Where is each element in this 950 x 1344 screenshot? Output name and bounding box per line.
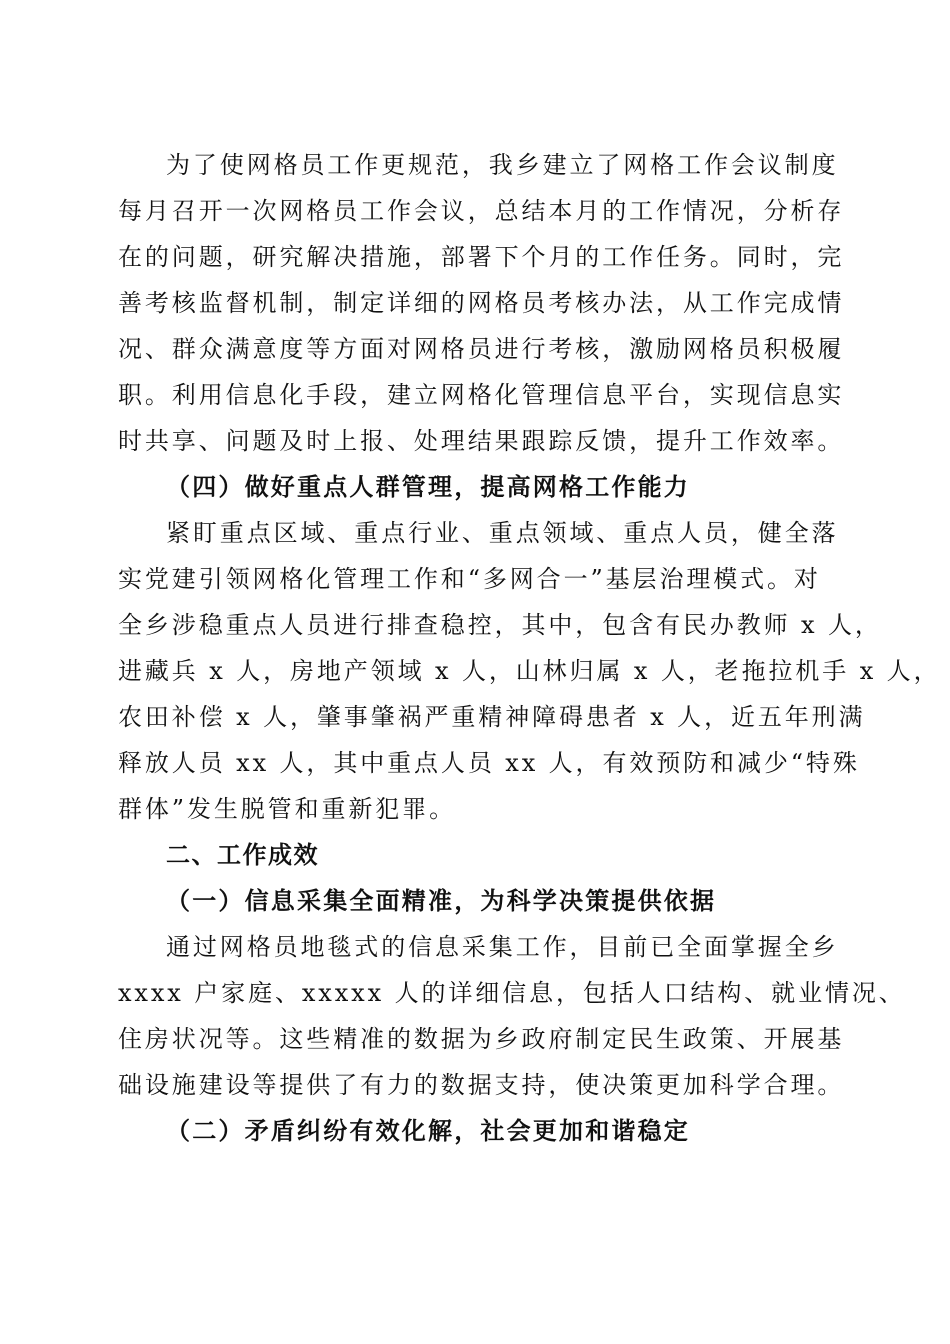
paragraph-line: 通过网格员地毯式的信息采集工作，目前已全面掌握全乡: [166, 933, 839, 961]
paragraph-line: 释放人员 xx 人，其中重点人员 xx 人，有效预防和减少“特殊: [118, 749, 860, 777]
paragraph-line: 实党建引领网格化管理工作和“多网合一”基层治理模式。对: [118, 565, 821, 593]
paragraph-line: 况、群众满意度等方面对网格员进行考核，激励网格员积极履: [118, 335, 845, 363]
section-heading: 二、工作成效: [166, 841, 319, 869]
paragraph-line: 紧盯重点区域、重点行业、重点领域、重点人员，健全落: [166, 519, 839, 547]
subsection-heading: （四）做好重点人群管理，提高网格工作能力: [166, 472, 690, 501]
paragraph-line: 群体”发生脱管和重新犯罪。: [118, 795, 456, 823]
paragraph-line: 时共享、问题及时上报、处理结果跟踪反馈，提升工作效率。: [118, 427, 845, 455]
paragraph-line: 全乡涉稳重点人员进行排查稳控，其中，包含有民办教师 x 人，: [118, 611, 882, 639]
paragraph-line: 职。利用信息化手段，建立网格化管理信息平台，实现信息实: [118, 381, 845, 409]
paragraph-line: xxxx 户家庭、xxxxx 人的详细信息，包括人口结构、就业情况、: [118, 979, 906, 1007]
paragraph-line: 善考核监督机制，制定详细的网格员考核办法，从工作完成情: [118, 289, 845, 317]
paragraph-line: 农田补偿 x 人，肇事肇祸严重精神障碍患者 x 人，近五年刑满: [118, 703, 866, 731]
subsection-heading: （二）矛盾纠纷有效化解，社会更加和谐稳定: [166, 1116, 690, 1145]
paragraph-line: 每月召开一次网格员工作会议，总结本月的工作情况，分析存: [118, 197, 845, 225]
paragraph-line: 为了使网格员工作更规范，我乡建立了网格工作会议制度: [166, 151, 839, 179]
paragraph-line: 进藏兵 x 人，房地产领域 x 人，山林归属 x 人，老拖拉机手 x 人，: [118, 657, 941, 685]
paragraph-line: 在的问题，研究解决措施，部署下个月的工作任务。同时，完: [118, 243, 845, 271]
paragraph-line: 住房状况等。这些精准的数据为乡政府制定民生政策、开展基: [118, 1025, 845, 1053]
subsection-heading: （一）信息采集全面精准，为科学决策提供依据: [166, 886, 717, 915]
paragraph-line: 础设施建设等提供了有力的数据支持，使决策更加科学合理。: [118, 1071, 845, 1099]
